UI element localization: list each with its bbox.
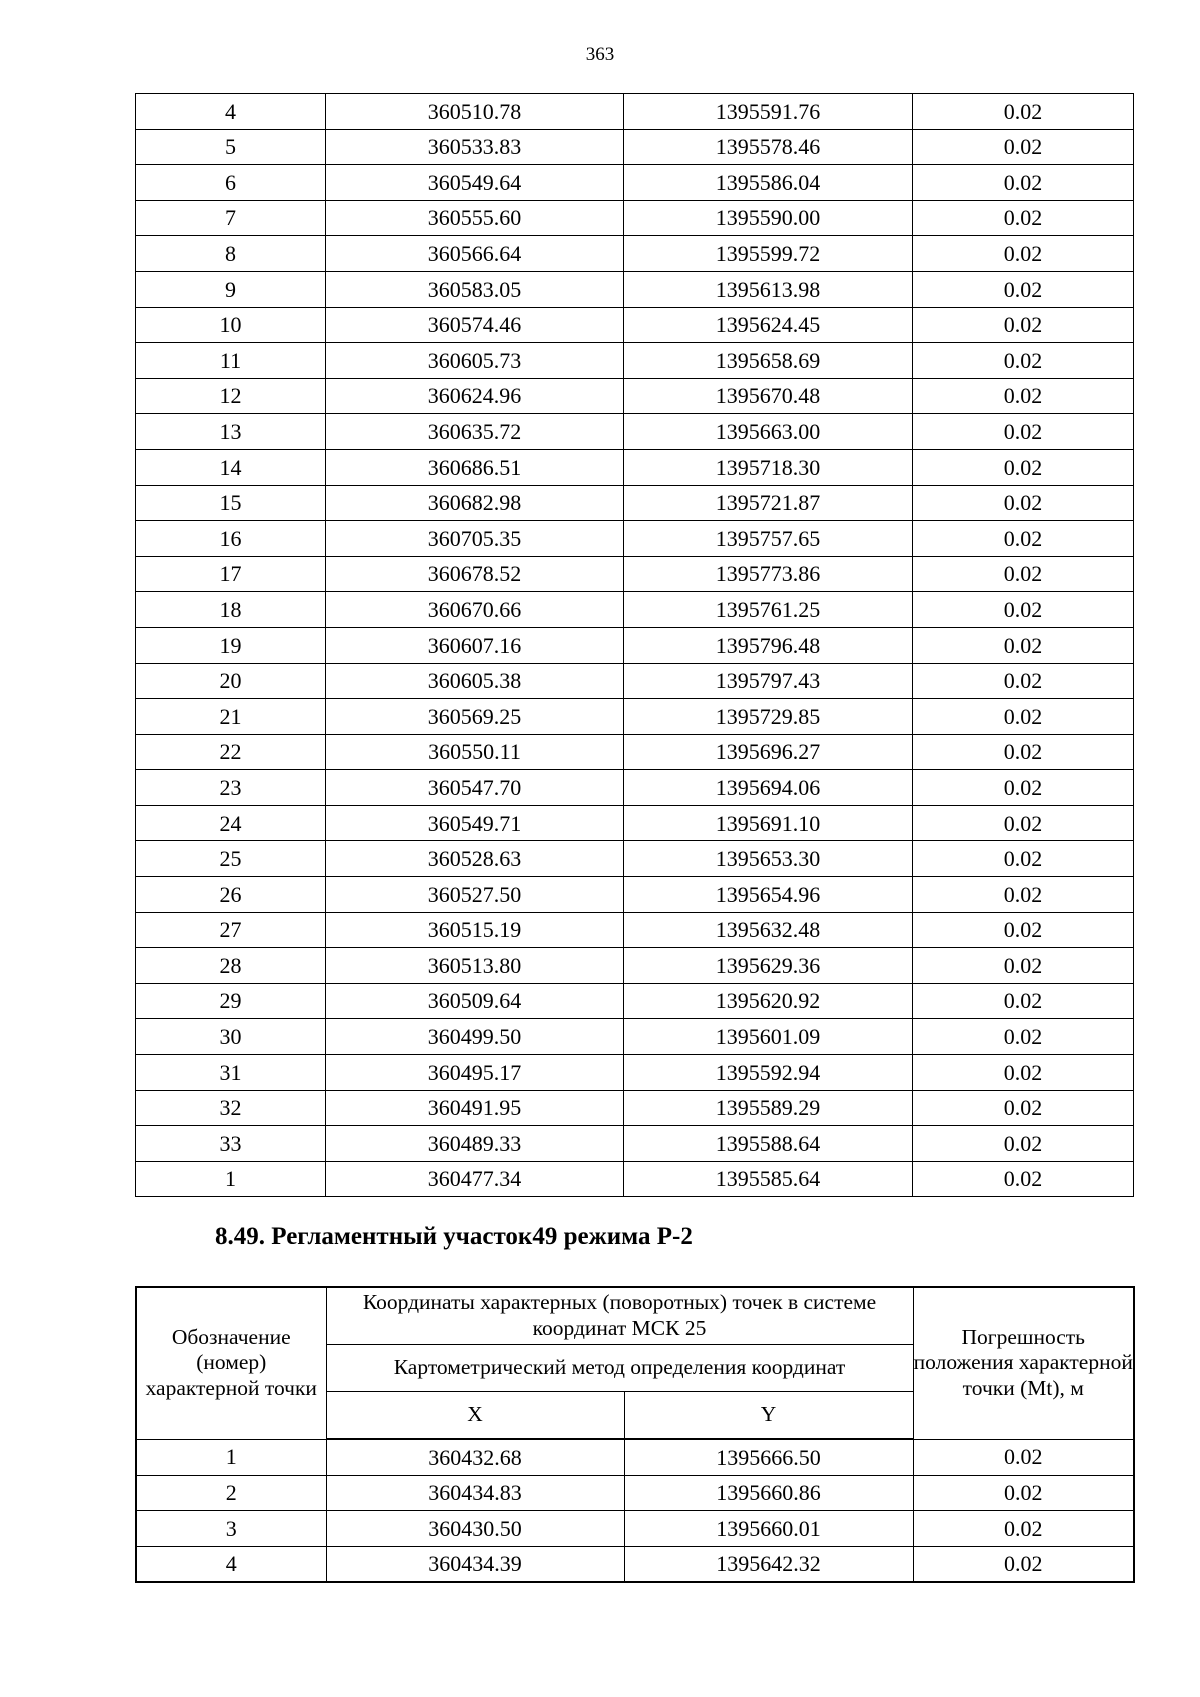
table-row (136, 1161, 1134, 1197)
position-error: 0.02 (913, 983, 1134, 1019)
position-error: 0.02 (913, 521, 1134, 557)
table-row (136, 449, 1134, 485)
point-number: 12 (136, 378, 326, 414)
point-number: 14 (136, 449, 326, 485)
table-row (136, 770, 1134, 806)
point-number: 9 (136, 271, 326, 307)
coord-y: 1395670.48 (624, 378, 913, 414)
point-number: 6 (136, 165, 326, 201)
coord-y: 1395632.48 (624, 912, 913, 948)
point-number: 16 (136, 521, 326, 557)
coord-y: 1395660.01 (624, 1511, 913, 1547)
position-error: 0.02 (913, 1090, 1134, 1126)
coord-y: 1395653.30 (624, 841, 913, 877)
coord-y: 1395663.00 (624, 414, 913, 450)
point-number: 15 (136, 485, 326, 521)
section-heading: 8.49. Регламентный участок49 режима Р-2 (215, 1223, 693, 1250)
coord-y: 1395654.96 (624, 877, 913, 913)
position-error: 0.02 (913, 449, 1134, 485)
coord-x: 360607.16 (326, 627, 624, 663)
table-row (136, 556, 1134, 592)
coord-y: 1395694.06 (624, 770, 913, 806)
coord-x: 360549.71 (326, 805, 624, 841)
position-error: 0.02 (913, 841, 1134, 877)
point-number: 26 (136, 877, 326, 913)
position-error: 0.02 (913, 271, 1134, 307)
point-number: 4 (136, 1546, 326, 1582)
coord-y: 1395590.00 (624, 200, 913, 236)
position-error: 0.02 (913, 94, 1134, 130)
point-number: 18 (136, 592, 326, 628)
coord-y: 1395757.65 (624, 521, 913, 557)
position-error: 0.02 (913, 699, 1134, 735)
point-number: 4 (136, 94, 326, 130)
coord-y: 1395601.09 (624, 1019, 913, 1055)
table-row (136, 1439, 1134, 1475)
coord-y: 1395691.10 (624, 805, 913, 841)
coord-y: 1395588.64 (624, 1126, 913, 1162)
table-row (136, 165, 1134, 201)
table-row (136, 129, 1134, 165)
coord-y: 1395666.50 (624, 1439, 913, 1475)
table-body (136, 94, 1134, 1197)
coord-y: 1395642.32 (624, 1546, 913, 1582)
coord-x: 360513.80 (326, 948, 624, 984)
point-number: 22 (136, 734, 326, 770)
coord-x: 360670.66 (326, 592, 624, 628)
page-number: 363 (585, 44, 615, 65)
coord-y: 1395629.36 (624, 948, 913, 984)
table-row (136, 1055, 1134, 1091)
table-row (136, 1511, 1134, 1547)
position-error: 0.02 (913, 627, 1134, 663)
point-number: 29 (136, 983, 326, 1019)
point-number: 2 (136, 1475, 326, 1511)
point-number: 25 (136, 841, 326, 877)
table-row (136, 805, 1134, 841)
coord-x: 360547.70 (326, 770, 624, 806)
coord-y: 1395592.94 (624, 1055, 913, 1091)
coord-y: 1395599.72 (624, 236, 913, 272)
position-error: 0.02 (913, 236, 1134, 272)
table-row (136, 627, 1134, 663)
coord-x: 360430.50 (326, 1511, 624, 1547)
coord-y: 1395729.85 (624, 699, 913, 735)
position-error: 0.02 (913, 343, 1134, 379)
coord-y: 1395773.86 (624, 556, 913, 592)
table-row (136, 1475, 1134, 1511)
point-number: 17 (136, 556, 326, 592)
coord-x: 360605.73 (326, 343, 624, 379)
point-number: 32 (136, 1090, 326, 1126)
coord-x: 360528.63 (326, 841, 624, 877)
position-error: 0.02 (913, 556, 1134, 592)
table-row (136, 307, 1134, 343)
position-error: 0.02 (913, 378, 1134, 414)
point-number: 19 (136, 627, 326, 663)
coord-x: 360495.17 (326, 1055, 624, 1091)
coord-x: 360432.68 (326, 1439, 624, 1475)
table-row (136, 94, 1134, 130)
header-x: X (326, 1392, 624, 1440)
point-number: 1 (136, 1161, 326, 1197)
point-number: 33 (136, 1126, 326, 1162)
header-y: Y (624, 1392, 913, 1440)
position-error: 0.02 (913, 663, 1134, 699)
table-row (136, 912, 1134, 948)
coord-x: 360678.52 (326, 556, 624, 592)
point-number: 1 (136, 1439, 326, 1475)
coord-y: 1395585.64 (624, 1161, 913, 1197)
header-method: Картометрический метод определения координат (326, 1345, 913, 1392)
coord-x: 360510.78 (326, 94, 624, 130)
coord-x: 360624.96 (326, 378, 624, 414)
position-error: 0.02 (913, 877, 1134, 913)
point-number: 27 (136, 912, 326, 948)
table-row (136, 734, 1134, 770)
coord-x: 360550.11 (326, 734, 624, 770)
coord-x: 360533.83 (326, 129, 624, 165)
coord-y: 1395658.69 (624, 343, 913, 379)
header-error: Погрешность положения характерной точки (Mt), м (913, 1287, 1134, 1439)
coord-y: 1395796.48 (624, 627, 913, 663)
coord-x: 360527.50 (326, 877, 624, 913)
coord-x: 360434.39 (326, 1546, 624, 1582)
coord-x: 360705.35 (326, 521, 624, 557)
point-number: 30 (136, 1019, 326, 1055)
table-row (136, 877, 1134, 913)
coord-y: 1395718.30 (624, 449, 913, 485)
coord-x: 360509.64 (326, 983, 624, 1019)
coordinates-table-continued (135, 93, 1134, 1197)
coord-x: 360515.19 (326, 912, 624, 948)
table-row (136, 1090, 1134, 1126)
coord-x: 360499.50 (326, 1019, 624, 1055)
table-row (136, 378, 1134, 414)
position-error: 0.02 (913, 1161, 1134, 1197)
point-number: 10 (136, 307, 326, 343)
position-error: 0.02 (913, 165, 1134, 201)
table-row (136, 343, 1134, 379)
coord-y: 1395696.27 (624, 734, 913, 770)
point-number: 7 (136, 200, 326, 236)
coord-y: 1395797.43 (624, 663, 913, 699)
position-error: 0.02 (913, 485, 1134, 521)
table-row (136, 271, 1134, 307)
coord-x: 360682.98 (326, 485, 624, 521)
position-error: 0.02 (913, 1439, 1134, 1475)
position-error: 0.02 (913, 770, 1134, 806)
coord-x: 360549.64 (326, 165, 624, 201)
point-number: 3 (136, 1511, 326, 1547)
table-row (136, 699, 1134, 735)
table-row (136, 1126, 1134, 1162)
coord-x: 360555.60 (326, 200, 624, 236)
header-coordinates: Координаты характерных (поворотных) точек в системе координат МСК 25 (326, 1287, 913, 1345)
point-number: 11 (136, 343, 326, 379)
position-error: 0.02 (913, 1546, 1134, 1582)
position-error: 0.02 (913, 912, 1134, 948)
table-row (136, 521, 1134, 557)
position-error: 0.02 (913, 129, 1134, 165)
coord-x: 360686.51 (326, 449, 624, 485)
table-row (136, 592, 1134, 628)
point-number: 23 (136, 770, 326, 806)
position-error: 0.02 (913, 307, 1134, 343)
position-error: 0.02 (913, 1511, 1134, 1547)
table-row (136, 841, 1134, 877)
coord-y: 1395620.92 (624, 983, 913, 1019)
position-error: 0.02 (913, 948, 1134, 984)
position-error: 0.02 (913, 1126, 1134, 1162)
table-row (136, 983, 1134, 1019)
point-number: 13 (136, 414, 326, 450)
coord-x: 360635.72 (326, 414, 624, 450)
header-designation: Обозначение (номер) характерной точки (136, 1287, 326, 1439)
coord-y: 1395613.98 (624, 271, 913, 307)
position-error: 0.02 (913, 592, 1134, 628)
table-row (136, 1019, 1134, 1055)
table-row (136, 414, 1134, 450)
coord-y: 1395591.76 (624, 94, 913, 130)
coord-y: 1395578.46 (624, 129, 913, 165)
table-row (136, 236, 1134, 272)
table-row (136, 948, 1134, 984)
coord-x: 360583.05 (326, 271, 624, 307)
coord-x: 360566.64 (326, 236, 624, 272)
position-error: 0.02 (913, 1019, 1134, 1055)
point-number: 21 (136, 699, 326, 735)
table-row (136, 663, 1134, 699)
table-row (136, 200, 1134, 236)
coord-y: 1395624.45 (624, 307, 913, 343)
coord-y: 1395586.04 (624, 165, 913, 201)
point-number: 24 (136, 805, 326, 841)
position-error: 0.02 (913, 805, 1134, 841)
coord-x: 360491.95 (326, 1090, 624, 1126)
table-body (136, 1439, 1134, 1582)
coord-x: 360574.46 (326, 307, 624, 343)
table-row (136, 1546, 1134, 1582)
point-number: 20 (136, 663, 326, 699)
position-error: 0.02 (913, 734, 1134, 770)
coord-x: 360569.25 (326, 699, 624, 735)
coord-x: 360477.34 (326, 1161, 624, 1197)
coord-x: 360434.83 (326, 1475, 624, 1511)
coord-x: 360605.38 (326, 663, 624, 699)
coord-x: 360489.33 (326, 1126, 624, 1162)
position-error: 0.02 (913, 1055, 1134, 1091)
point-number: 31 (136, 1055, 326, 1091)
coord-y: 1395589.29 (624, 1090, 913, 1126)
point-number: 5 (136, 129, 326, 165)
position-error: 0.02 (913, 414, 1134, 450)
position-error: 0.02 (913, 200, 1134, 236)
coord-y: 1395660.86 (624, 1475, 913, 1511)
coordinates-table-section-49 (135, 1286, 1135, 1583)
coord-y: 1395721.87 (624, 485, 913, 521)
coord-y: 1395761.25 (624, 592, 913, 628)
point-number: 8 (136, 236, 326, 272)
point-number: 28 (136, 948, 326, 984)
table-row (136, 485, 1134, 521)
position-error: 0.02 (913, 1475, 1134, 1511)
